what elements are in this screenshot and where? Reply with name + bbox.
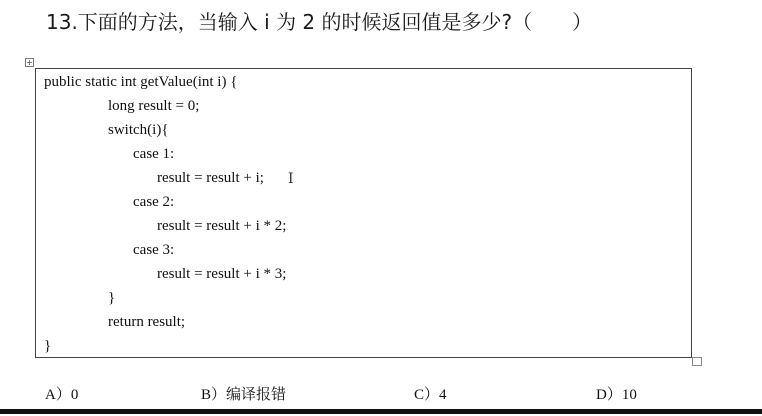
- text-cursor-icon: I: [288, 171, 294, 187]
- code-line-12: }: [44, 338, 52, 354]
- code-line-11: return result;: [108, 314, 186, 330]
- option-b[interactable]: B）编译报错: [201, 387, 287, 403]
- table-resize-handle-icon[interactable]: [692, 357, 702, 366]
- code-line-2: long result = 0;: [108, 98, 200, 114]
- table-move-handle-icon[interactable]: [25, 58, 34, 67]
- question-text: 13.下面的方法，当输入 i 为 2 的时候返回值是多少?（ ）: [46, 10, 593, 34]
- option-a[interactable]: A）0: [45, 387, 79, 403]
- code-line-1: public static int getValue(int i) {: [44, 74, 238, 90]
- option-c[interactable]: C）4: [414, 387, 447, 403]
- code-line-9: result = result + i * 3;: [157, 266, 287, 282]
- code-line-8: case 3:: [133, 242, 175, 258]
- code-line-4: case 1:: [133, 146, 175, 162]
- bottom-divider: [0, 409, 762, 414]
- option-d[interactable]: D）10: [596, 387, 637, 403]
- code-line-6: case 2:: [133, 194, 175, 210]
- code-line-7: result = result + i * 2;: [157, 218, 287, 234]
- code-line-10: }: [108, 290, 116, 306]
- code-line-5: result = result + i;: [157, 170, 264, 186]
- code-line-3: switch(i){: [108, 122, 169, 138]
